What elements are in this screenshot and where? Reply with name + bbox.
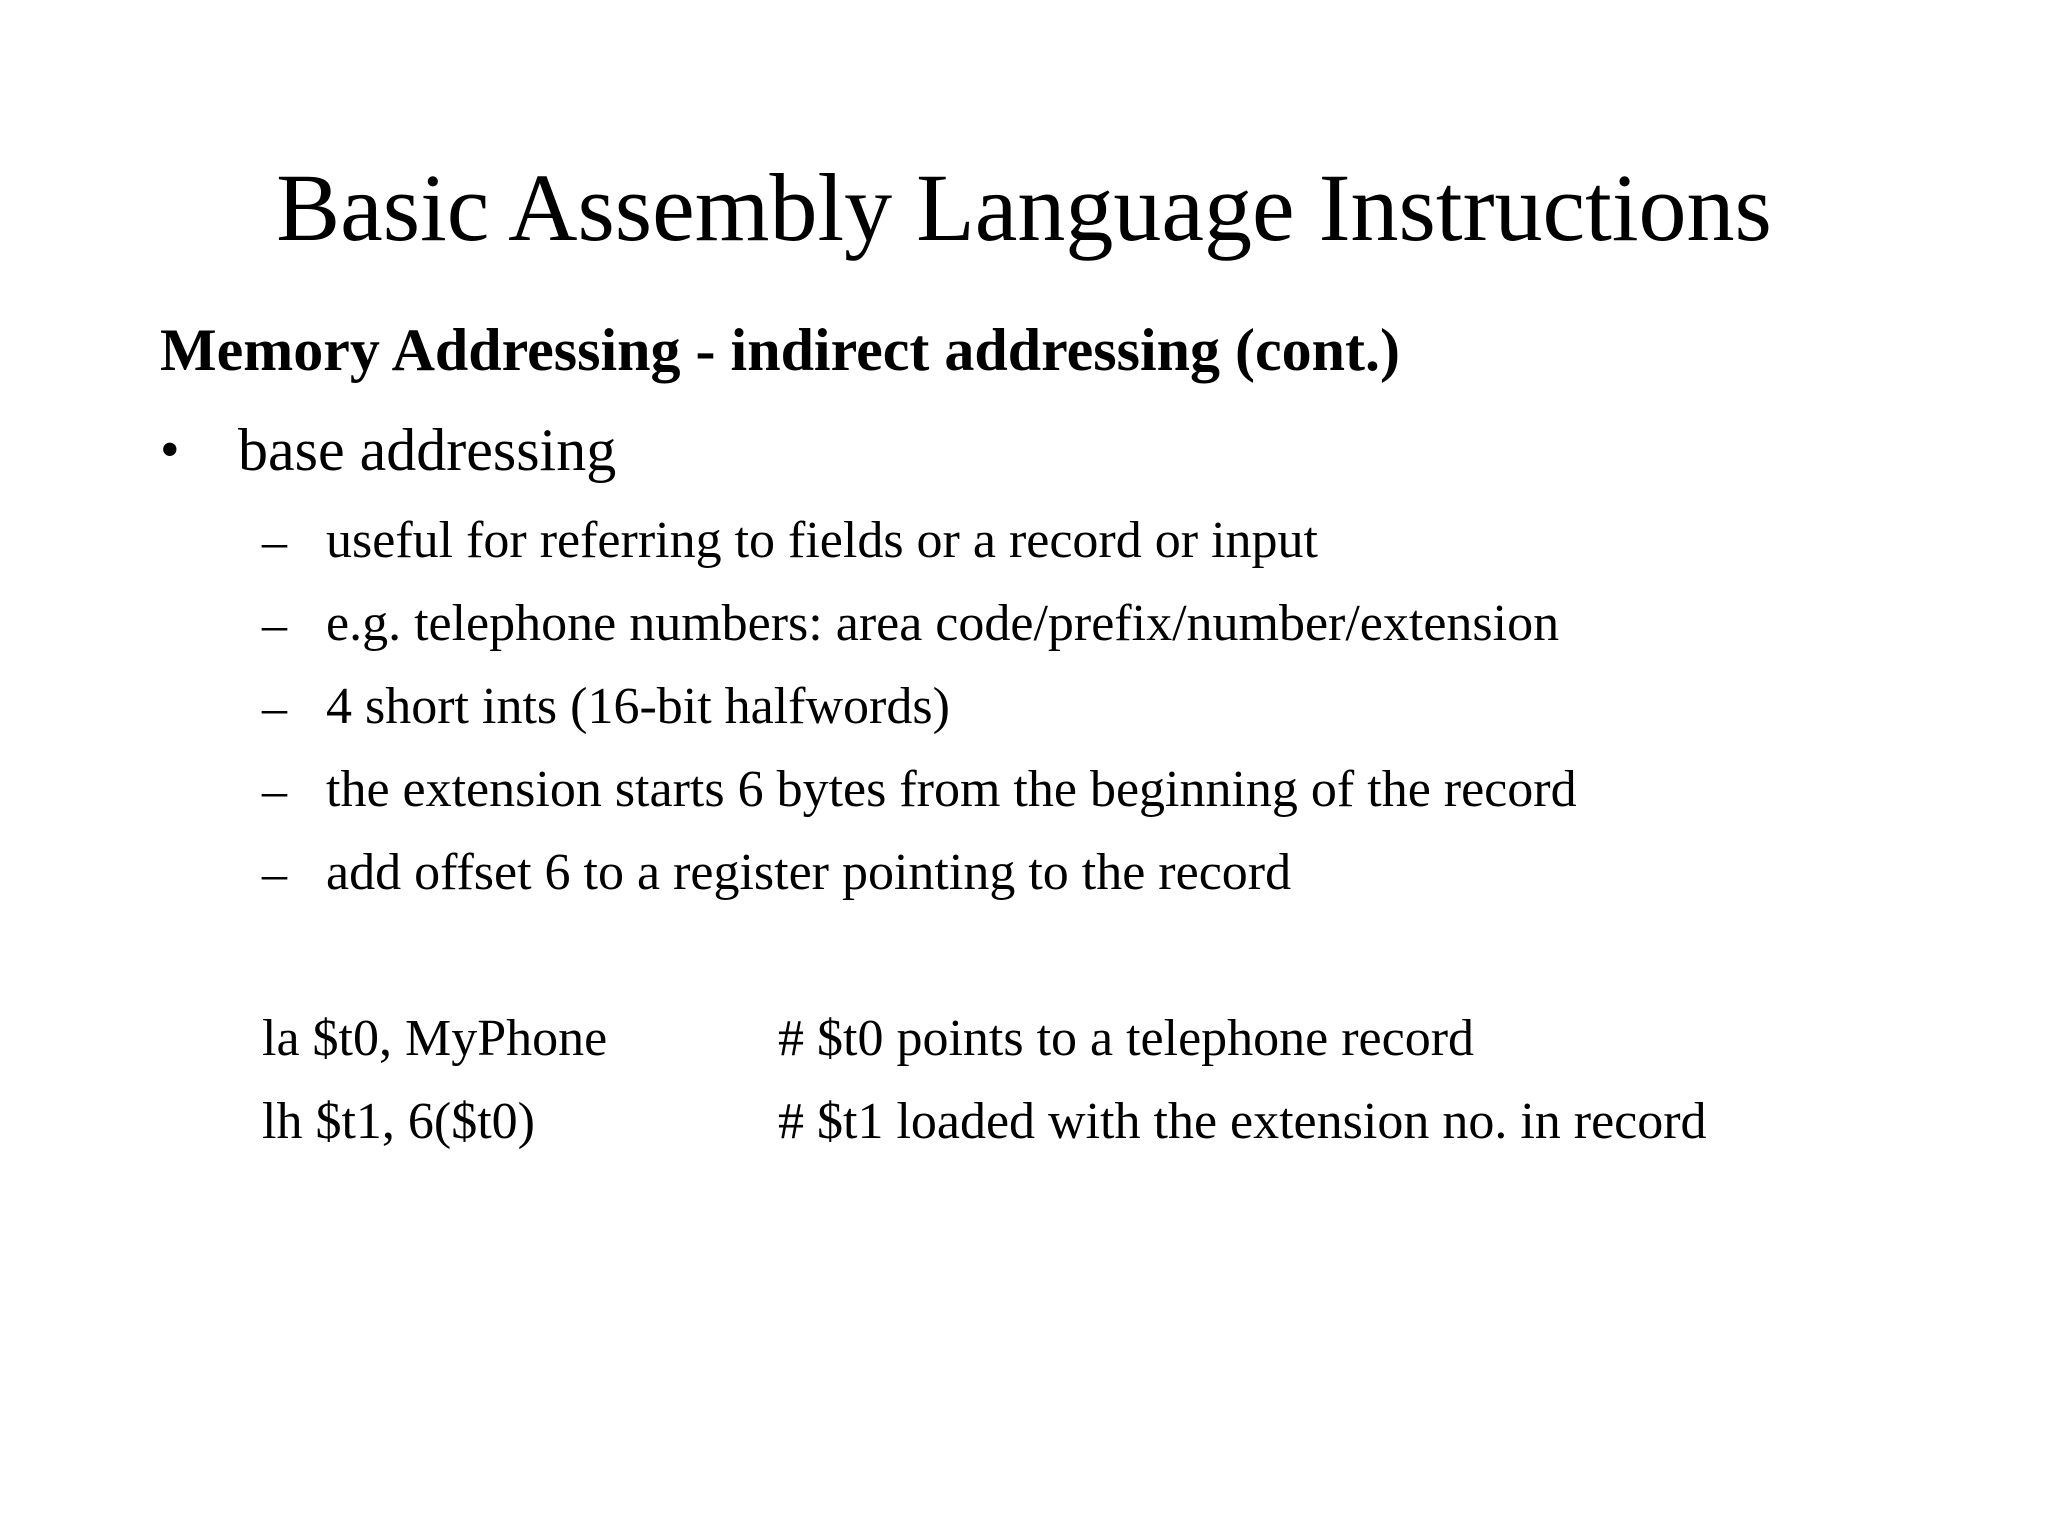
- code-instruction: lh $t1, 6($t0): [262, 1093, 535, 1150]
- dash-marker: –: [262, 762, 287, 818]
- dash-marker: –: [262, 845, 287, 901]
- bullet-marker: •: [160, 419, 180, 481]
- sub-bullet-item: [262, 510, 1962, 593]
- sub-bullet-item: [262, 593, 1962, 676]
- code-line: [262, 1091, 1962, 1174]
- code-line: [262, 1008, 1962, 1091]
- sub-bullet-text: 4 short ints (16-bit halfwords): [326, 678, 950, 735]
- code-block: [262, 1008, 1962, 1174]
- sub-bullet-item: [262, 676, 1962, 759]
- sub-bullet-text: the extension starts 6 bytes from the beginning of the record: [326, 761, 1577, 818]
- slide-subtitle: Memory Addressing - indirect addressing (cont.): [160, 317, 1400, 383]
- dash-marker: –: [262, 596, 287, 652]
- code-instruction: la $t0, MyPhone: [262, 1010, 608, 1067]
- sub-bullet-list: [262, 510, 1962, 925]
- slide-title: Basic Assembly Language Instructions: [276, 154, 1772, 261]
- sub-bullet-text: add offset 6 to a register pointing to the record: [326, 844, 1292, 901]
- code-comment: # $t1 loaded with the extension no. in record: [778, 1093, 1707, 1150]
- dash-marker: –: [262, 679, 287, 735]
- sub-bullet-text: e.g. telephone numbers: area code/prefix/number/extension: [326, 595, 1560, 652]
- bullet-text: base addressing: [238, 417, 617, 483]
- sub-bullet-item: [262, 842, 1962, 925]
- code-comment: # $t0 points to a telephone record: [778, 1010, 1475, 1067]
- dash-marker: –: [262, 513, 287, 569]
- sub-bullet-text: useful for referring to fields or a record or input: [326, 512, 1318, 569]
- sub-bullet-item: [262, 759, 1962, 842]
